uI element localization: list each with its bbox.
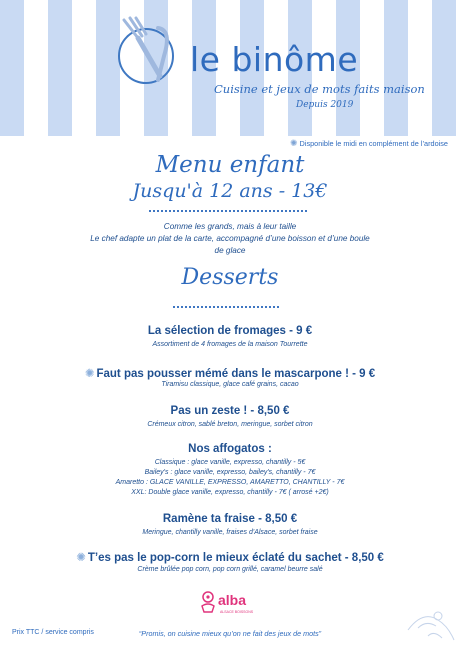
menu-item-desc: Classique : glace vanille, expresso, chantilly - 5€ [154,459,306,466]
bird-doodle-icon [398,590,458,648]
price-note: Prix TTC / service compris [12,629,94,636]
logo-emblem [118,28,174,84]
midi-note-text: Disponible le midi en complément de l’ardoise [299,139,448,148]
sparkle-icon: ✺ [290,138,298,148]
dotted-divider [172,306,280,308]
menu-item-desc: Crème brûlée pop corn, pop corn grillé, caramel beurre salé [137,566,323,573]
menu-item-desc: Bailey's : glace vanille, expresso, bailey's, chantilly - 7€ [144,469,316,476]
menu-item-desc: Tiramisu classique, glace café grains, cacao [161,381,299,388]
menu-item-name: La sélection de fromages - 9 € [147,325,313,337]
menu-intro-line: de glace [214,246,246,255]
menu-item-name: Ramène ta fraise - 8,50 € [162,513,298,525]
menu-item-name: Faut pas pousser mémé dans le mascarpone ! - 9 € [96,368,376,380]
menu-subtitle: Jusqu'à 12 ans - 13€ [132,180,328,202]
menu-title: Menu enfant [155,152,305,178]
section-title-desserts: Desserts [181,265,279,290]
menu-item-name: Nos affogatos : [188,443,272,455]
brand-since: Depuis 2019 [296,100,354,110]
alba-logo-text: alba [218,592,247,608]
menu-item-desc: Assortiment de 4 fromages de la maison Tourrette [152,341,308,348]
sparkle-icon: ✺ [76,552,86,564]
menu-item-desc: Crémeux citron, sablé breton, meringue, sorbet citron [147,421,313,428]
menu-item-name: Pas un zeste ! - 8,50 € [170,405,290,417]
menu-item-row [0,550,460,564]
menu-item-row [0,366,460,380]
fork-knife-icon [114,16,184,96]
midi-note [290,138,448,149]
menu-item-desc: Amaretto : GLACE VANILLE, EXPRESSO, AMARETTO, CHANTILLY - 7€ [115,479,345,486]
dotted-divider [148,210,308,212]
alba-logo-subtext: ALSACE BOISSONS [220,610,254,614]
flower-icon [198,590,218,614]
menu-intro-line: Le chef adapte un plat de la carte, accompagné d’une boisson et d’une boule [90,234,370,243]
menu-item-desc: XXL: Double glace vanille, expresso, chantilly - 7€ ( arrosé +2€) [131,489,329,496]
menu-item-desc: Meringue, chantilly vanille, fraises d'Alsace, sorbet fraise [142,529,318,536]
sparkle-icon: ✺ [84,368,95,380]
alba-logo [198,588,254,618]
footer-quote: “Promis, on cuisine mieux qu’on ne fait des jeux de mots” [138,629,322,638]
brand-tagline: Cuisine et jeux de mots faits maison [214,82,425,96]
brand-name: le binôme [190,40,359,79]
header-banner [0,0,460,136]
menu-item-name: T’es pas le pop-corn le mieux éclaté du sachet - 8,50 € [87,552,384,564]
menu-intro-line: Comme les grands, mais à leur taille [163,222,297,231]
